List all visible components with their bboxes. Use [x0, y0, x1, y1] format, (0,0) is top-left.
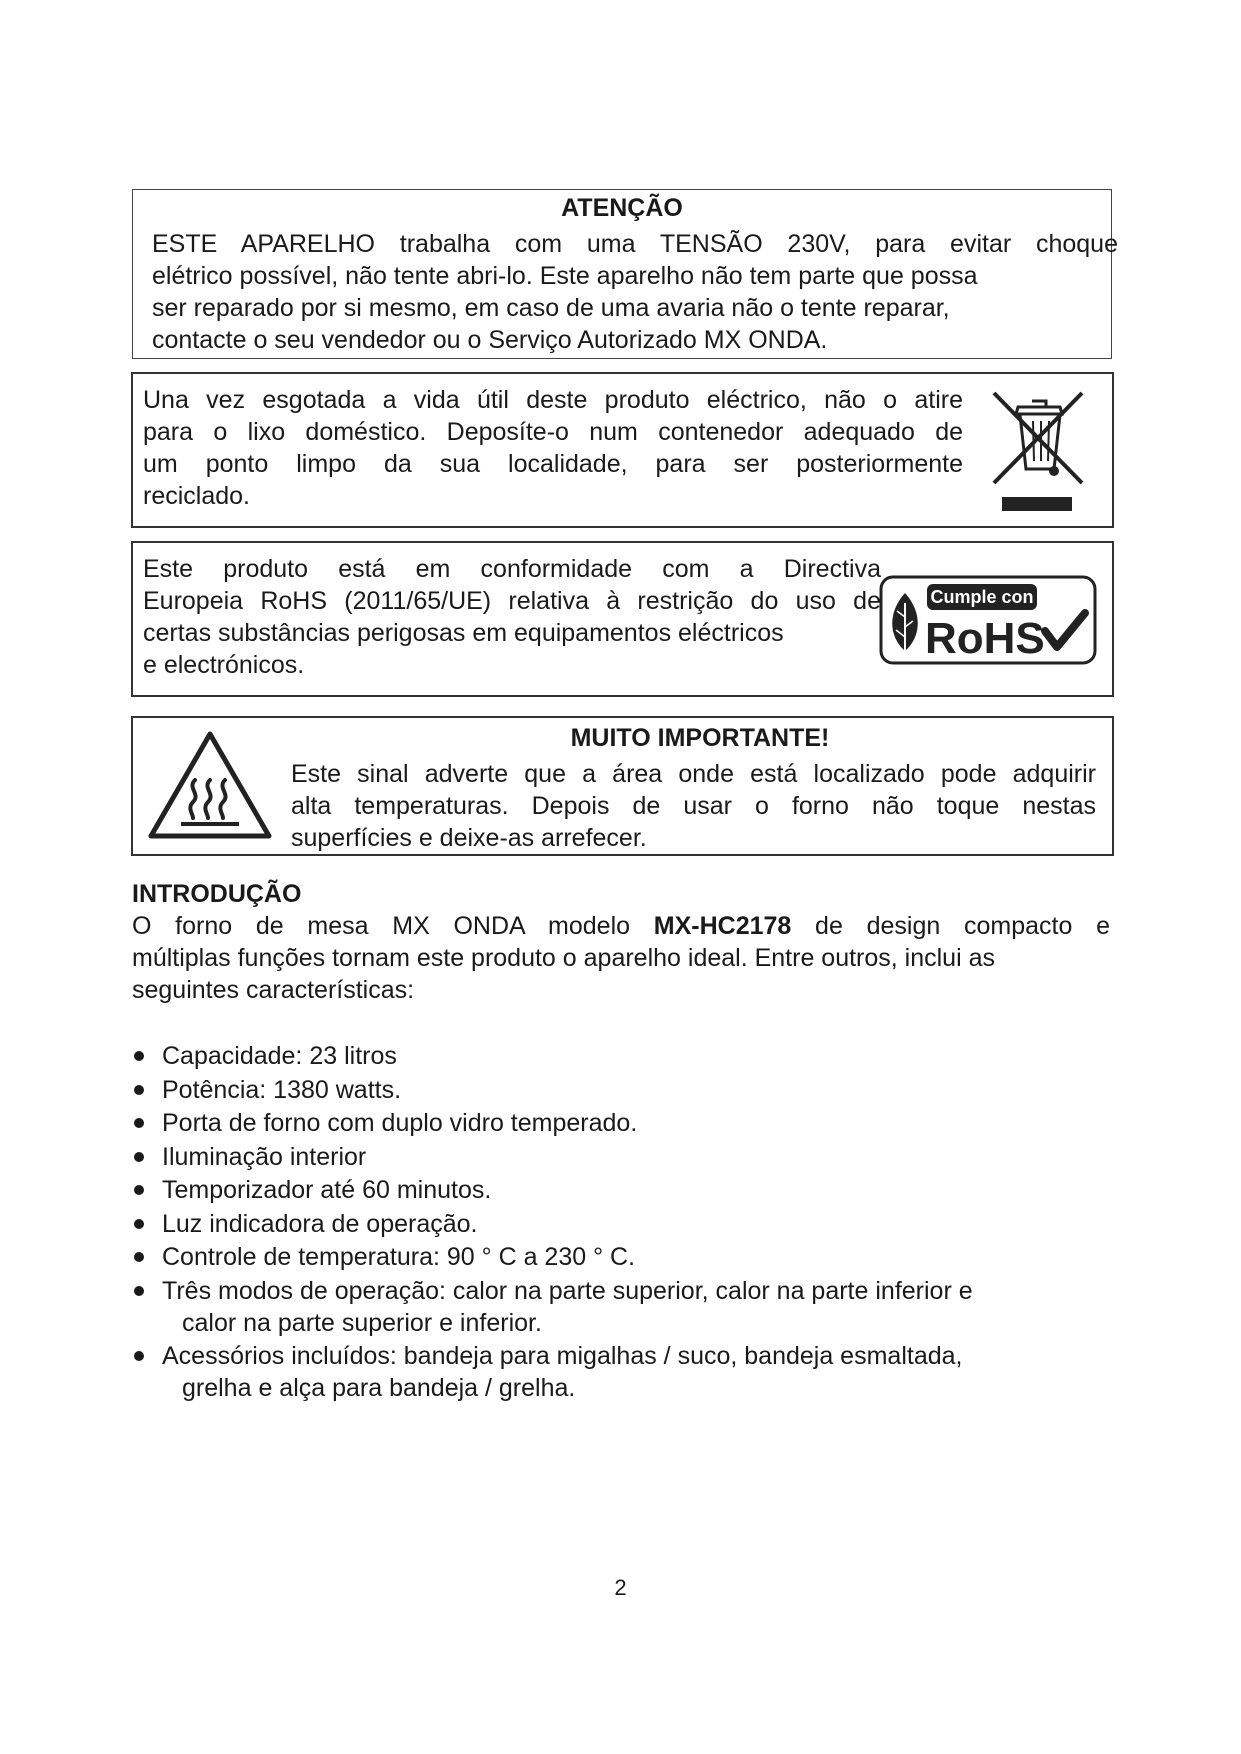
- hot-surface-warning-icon: [145, 728, 275, 842]
- intro-line: seguintes características:: [132, 976, 415, 1004]
- attention-box: [132, 189, 1118, 359]
- list-item: [132, 1241, 1112, 1273]
- rohs-badge-top: Cumple con: [930, 587, 1034, 607]
- feature-text: Luz indicadora de operação.: [162, 1209, 478, 1238]
- important-line: superfícies e deixe-as arrefecer.: [291, 824, 647, 852]
- intro-line1-start: O forno de mesa MX ONDA modelo: [132, 912, 654, 940]
- disposal-line: reciclado.: [143, 482, 250, 510]
- list-item: [132, 1174, 1112, 1206]
- list-item: [132, 1275, 1112, 1339]
- attention-line: contacte o seu vendedor ou o Serviço Autorizado MX ONDA.: [152, 326, 828, 354]
- feature-text: Capacidade: 23 litros: [162, 1042, 397, 1070]
- crossed-bin-icon: [988, 387, 1088, 517]
- attention-line: ser reparado por si mesmo, em caso de uma avaria não o tente reparar,: [152, 294, 950, 322]
- intro-line: múltiplas funções tornam este produto o aparelho ideal. Entre outros, inclui as: [132, 944, 995, 972]
- intro-line1-end: de design compacto e: [791, 912, 1110, 940]
- feature-text: Controle de temperatura: 90 ° C a 230 ° C.: [162, 1243, 636, 1271]
- rohs-badge-icon: [879, 575, 1097, 665]
- feature-text: Potência: 1380 watts.: [162, 1075, 402, 1104]
- list-item: [132, 1208, 1112, 1240]
- attention-line: elétrico possível, não tente abri-lo. Este aparelho não tem parte que possa: [152, 262, 978, 290]
- list-item: [132, 1074, 1112, 1106]
- page-number: 2: [614, 1575, 627, 1600]
- rohs-badge-main: RoHS: [925, 614, 1045, 663]
- feature-text-continued: calor na parte superior e inferior.: [182, 1308, 542, 1337]
- intro-title: INTRODUÇÃO: [132, 880, 302, 908]
- rohs-line: Europeia RoHS (2011/65/UE) relativa à restrição do uso de: [143, 587, 881, 615]
- feature-text-continued: grelha e alça para bandeja / grelha.: [182, 1374, 576, 1402]
- rohs-line: e electrónicos.: [143, 651, 305, 679]
- model-number: MX-HC2178: [653, 912, 792, 940]
- intro-line: [132, 910, 1110, 942]
- disposal-line: Una vez esgotada a vida útil deste produto eléctrico, não o atire: [143, 386, 963, 414]
- rohs-line: Este produto está em conformidade com a Directiva: [143, 555, 881, 583]
- disposal-line: para o lixo doméstico. Deposíte-o num contenedor adequado de: [143, 418, 963, 446]
- important-line: alta temperaturas. Depois de usar o forno não toque nestas: [291, 792, 1096, 820]
- list-item: [132, 1107, 1112, 1139]
- attention-line: ESTE APARELHO trabalha com uma TENSÃO 230V, para evitar choque: [152, 230, 1118, 258]
- feature-text: Três modos de operação: calor na parte superior, calor na parte inferior e: [162, 1276, 973, 1305]
- feature-text: Iluminação interior: [162, 1142, 367, 1171]
- feature-list: [132, 1040, 1112, 1406]
- attention-title: ATENÇÃO: [561, 194, 683, 222]
- list-item: [132, 1040, 1112, 1072]
- rohs-box: [131, 541, 1114, 697]
- important-line: Este sinal adverte que a área onde está localizado pode adquirir: [291, 760, 1096, 788]
- feature-text: Acessórios incluídos: bandeja para migalhas / suco, bandeja esmaltada,: [162, 1342, 963, 1370]
- list-item: [132, 1340, 1112, 1404]
- feature-text: Porta de forno com duplo vidro temperado.: [162, 1109, 638, 1137]
- hot-surface-warning-box: [131, 716, 1114, 856]
- rohs-line: certas substâncias perigosas em equipamentos eléctricos: [143, 619, 784, 647]
- disposal-line: um ponto limpo da sua localidade, para ser posteriormente: [143, 450, 963, 478]
- important-title: MUITO IMPORTANTE!: [570, 724, 830, 752]
- intro-paragraph: [132, 910, 1110, 1006]
- feature-text: Temporizador até 60 minutos.: [162, 1176, 492, 1204]
- disposal-box: [131, 372, 1114, 528]
- list-item: [132, 1141, 1112, 1173]
